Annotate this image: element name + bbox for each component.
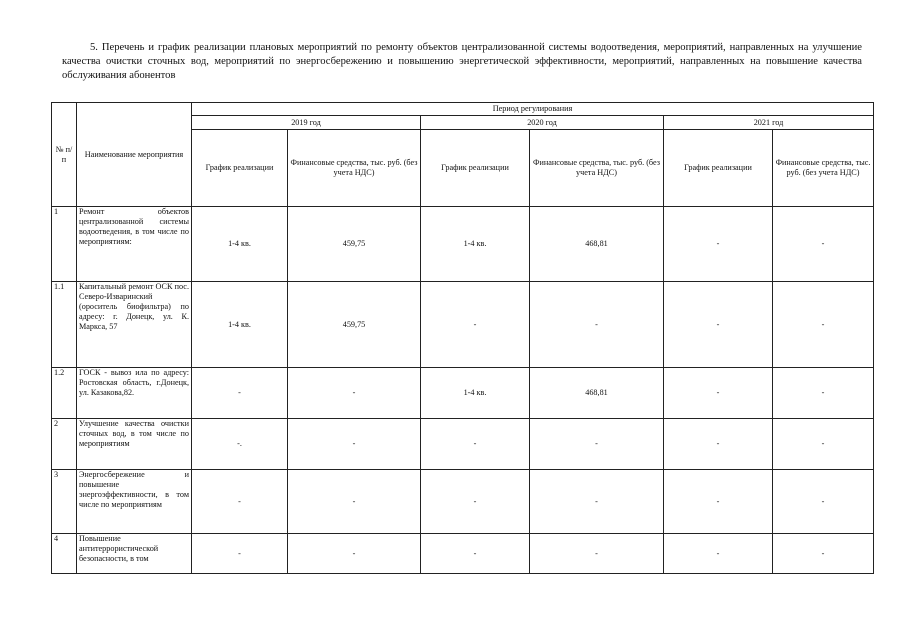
table-row [52,368,874,419]
row-name: Улучшение качества очистки сточных вод, в том числе по мероприятиям [77,419,192,470]
table-row [52,207,874,282]
finance-2019: - [288,470,421,534]
year-2019-header: 2019 год [192,116,421,130]
table-row [52,534,874,574]
finance-2020: - [530,282,664,368]
table-row [52,282,874,368]
row-number: 4 [52,534,77,574]
finance-2021: - [773,368,874,419]
schedule-2019: -. [192,419,288,470]
finance-2019: - [288,368,421,419]
finance-2021: - [773,207,874,282]
finance-2019: - [288,534,421,574]
finance-2021: - [773,534,874,574]
col-num-header: № п/п [52,103,77,207]
plan-table [51,102,874,574]
year-2021-header: 2021 год [664,116,874,130]
schedule-2021: - [664,282,773,368]
schedule-2021: - [664,470,773,534]
finance-2019: 459,75 [288,282,421,368]
row-name: Энергосбережение и повышение энергоэффективности, в том числе по мероприятиям [77,470,192,534]
schedule-2021: - [664,419,773,470]
schedule-2019: - [192,368,288,419]
row-number: 2 [52,419,77,470]
row-number: 1.2 [52,368,77,419]
table-row [52,419,874,470]
section-heading: 5. Перечень и график реализации плановых мероприятий по ремонту объектов централизованной системы водоотведения, мероприятий, направленных на улучшение качества очистки сточных вод, мероприятий по энергосбережению и повышению энергетической эффективности, мероприятий, направленных на повышение качества обслуживания абонентов [62,42,862,81]
row-name: Повышение антитеррористической безопасности, в том [77,534,192,574]
finance-2021: - [773,470,874,534]
schedule-2020: - [421,282,530,368]
finance-2020: - [530,470,664,534]
row-number: 1.1 [52,282,77,368]
row-name: ГОСК - вывоз ила по адресу: Ростовская область, г.Донецк, ул. Казакова,82. [77,368,192,419]
schedule-2021: - [664,368,773,419]
schedule-2019: - [192,534,288,574]
schedule-2020: - [421,470,530,534]
row-name: Ремонт объектов централизованной системы водоотведения, в том числе по мероприятиям: [77,207,192,282]
schedule-2020: 1-4 кв. [421,368,530,419]
schedule-header-2020: График реализации [421,130,530,207]
schedule-2020: - [421,534,530,574]
schedule-header-2021: График реализации [664,130,773,207]
finance-2021: - [773,419,874,470]
schedule-2019: - [192,470,288,534]
period-header: Период регулирования [192,103,874,116]
schedule-2021: - [664,534,773,574]
finance-header-2020: Финансовые средства, тыс. руб. (без учета НДС) [530,130,664,207]
finance-2020: 468,81 [530,368,664,419]
row-name: Капитальный ремонт ОСК пос. Северо-Изваринский (ороситель биофильтра) по адресу: г. Донецк, ул. К. Маркса, 57 [77,282,192,368]
finance-2020: - [530,419,664,470]
col-name-header: Наименование мероприятия [77,103,192,207]
schedule-2019: 1-4 кв. [192,282,288,368]
finance-header-2021: Финансовые средства, тыс. руб. (без учета НДС) [773,130,874,207]
table-row [52,470,874,534]
finance-2019: 459,75 [288,207,421,282]
finance-header-2019: Финансовые средства, тыс. руб. (без учета НДС) [288,130,421,207]
schedule-2020: - [421,419,530,470]
row-number: 3 [52,470,77,534]
finance-2020: 468,81 [530,207,664,282]
schedule-2020: 1-4 кв. [421,207,530,282]
schedule-2019: 1-4 кв. [192,207,288,282]
finance-2019: - [288,419,421,470]
finance-2020: - [530,534,664,574]
finance-2021: - [773,282,874,368]
year-2020-header: 2020 год [421,116,664,130]
row-number: 1 [52,207,77,282]
schedule-header-2019: График реализации [192,130,288,207]
schedule-2021: - [664,207,773,282]
